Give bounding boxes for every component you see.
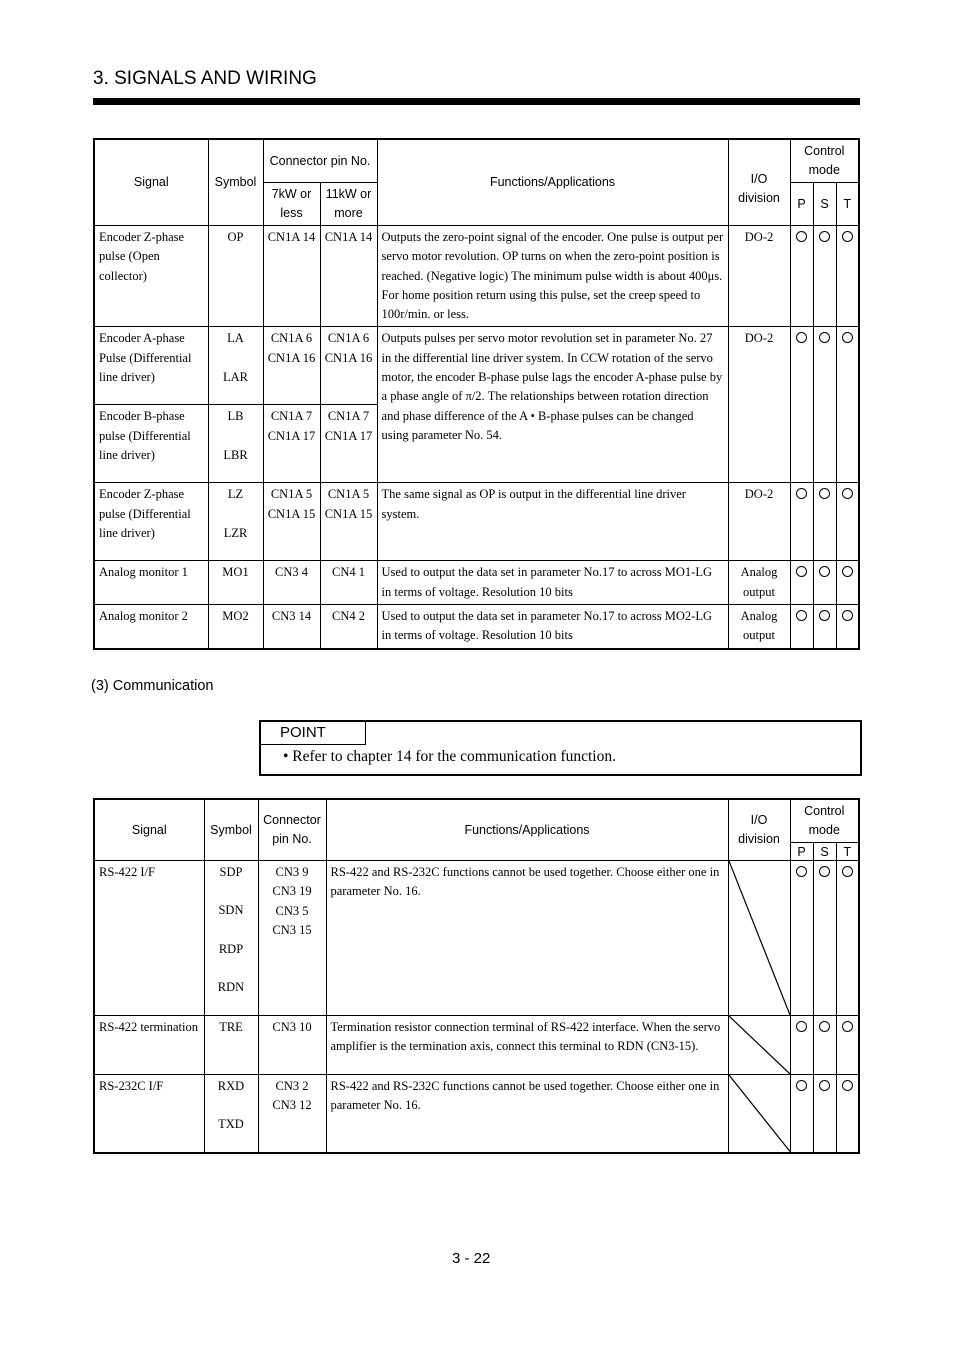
symbol: TRE [204,1016,258,1075]
pin: CN3 15 [272,922,312,937]
point-text: • Refer to chapter 14 for the communication function. [283,748,616,765]
table-row [94,327,859,405]
pin: CN3 10 [258,1016,326,1075]
function-text: The same signal as OP is output in the differential line driver system. [377,483,728,561]
table-row [94,1016,859,1075]
symbol: LA [227,331,244,346]
signal-name: Encoder Z-phase pulse (Differential line driver) [94,483,208,561]
pin: CN3 9 [275,865,309,879]
io-division-na [728,1075,790,1153]
mode-s-circle-icon [819,332,830,343]
symbol: SDP [219,865,243,879]
io-division: Analog output [728,605,790,649]
mode-t-circle-icon [842,610,853,621]
header-connector: Connector pin No. [258,799,326,861]
signal-name: Encoder B-phase pulse (Differential line driver) [94,405,208,483]
pin-7kw: CN1A 15 [267,506,316,521]
page-title: 3. SIGNALS AND WIRING [93,68,317,89]
io-division: DO-2 [728,327,790,483]
header-functions: Functions/Applications [377,139,728,226]
mode-t-circle-icon [842,566,853,577]
header-control-mode: Control mode [790,139,859,183]
symbol: LB [227,409,244,424]
pin-11kw: CN1A 16 [324,350,373,365]
pin-11kw: CN1A 7 [327,409,370,424]
io-division: Analog output [728,561,790,605]
pin-7kw: CN3 14 [263,605,320,649]
section-heading: (3) Communication [91,678,214,694]
pin: CN3 19 [272,884,312,899]
mode-s-circle-icon [819,488,830,499]
mode-p-circle-icon [796,1021,807,1032]
function-text: RS-422 and RS-232C functions cannot be used together. Choose either one in parameter No. 16. [326,861,728,1016]
function-text: Termination resistor connection terminal of RS-422 interface. When the servo amplifier is the termination axis, connect this terminal to RDN (CN3-15). [326,1016,728,1075]
mode-p-circle-icon [796,1080,807,1091]
io-division-na [728,861,790,1016]
header-t: T [836,183,859,226]
signal-name: Analog monitor 2 [94,605,208,649]
signal-name: Encoder A-phase Pulse (Differential line driver) [94,327,208,405]
header-symbol: Symbol [208,139,263,226]
header-signal: Signal [94,139,208,226]
io-division-na [728,1016,790,1075]
header-s: S [813,843,836,861]
pin-7kw: CN1A 5 [270,487,313,502]
diagonal-slash [729,1075,790,1152]
header-rule [93,98,860,105]
symbol: SDN [218,903,244,918]
mode-t-circle-icon [842,866,853,877]
header-s: S [813,183,836,226]
header-p: P [790,843,813,861]
diagonal-slash [729,1016,790,1074]
header-control-mode: Control mode [790,799,859,843]
symbol: RDP [218,941,244,956]
table-row [94,861,859,1016]
pin-11kw: CN1A 15 [324,506,373,521]
pin-7kw: CN1A 16 [267,350,316,365]
function-text: Used to output the data set in parameter No.17 to across MO2-LG in terms of voltage. Resolution 10 bits [377,605,728,649]
header-signal: Signal [94,799,204,861]
header-io-division: I/O division [728,799,790,861]
mode-s-circle-icon [819,1080,830,1091]
mode-t-circle-icon [842,488,853,499]
mode-t-circle-icon [842,1021,853,1032]
mode-t-circle-icon [842,231,853,242]
pin-7kw: CN1A 17 [267,428,316,443]
header-p: P [790,183,813,226]
table-row [94,561,859,605]
mode-s-circle-icon [819,610,830,621]
function-text: Used to output the data set in parameter No.17 to across MO1-LG in terms of voltage. Resolution 10 bits [377,561,728,605]
function-text: Outputs the zero-point signal of the encoder. One pulse is output per servo motor revolution. OP turns on when the zero-point position is reached. (Negative logic) The minimum pulse width is about 400μs. For home position return using this pulse, set the creep speed to 100r/min. or less. [377,226,728,327]
symbol: RXD [217,1079,245,1093]
signal-name: Encoder Z-phase pulse (Open collector) [94,226,208,327]
mode-t-circle-icon [842,1080,853,1091]
pin-7kw: CN3 4 [263,561,320,605]
mode-t-circle-icon [842,332,853,343]
page-number: 3 - 22 [452,1250,491,1267]
symbol: MO1 [208,561,263,605]
table-row [94,483,859,561]
signal-name: RS-422 termination [94,1016,204,1075]
table-row [94,226,859,327]
header-symbol: Symbol [204,799,258,861]
symbol: TXD [218,1117,244,1132]
io-division: DO-2 [728,226,790,327]
io-division: DO-2 [728,483,790,561]
header-functions: Functions/Applications [326,799,728,861]
pin-7kw: CN1A 6 [270,331,313,346]
symbol: MO2 [208,605,263,649]
symbol: LZR [223,525,248,540]
symbol: OP [208,226,263,327]
point-label: POINT [261,722,366,745]
mode-p-circle-icon [796,231,807,242]
mode-p-circle-icon [796,488,807,499]
communication-table [93,798,860,1154]
mode-p-circle-icon [796,332,807,343]
pin-11kw: CN1A 14 [320,226,377,327]
function-text: RS-422 and RS-232C functions cannot be used together. Choose either one in parameter No. 16. [326,1075,728,1153]
header-t: T [836,843,859,861]
mode-p-circle-icon [796,610,807,621]
pin-7kw: CN1A 7 [270,409,313,424]
header-io-division: I/O division [728,139,790,226]
symbol: LBR [223,447,248,462]
diagonal-slash [729,861,790,1015]
symbol: LZ [227,487,244,502]
mode-s-circle-icon [819,866,830,877]
header-connector: Connector pin No. [263,139,377,183]
pin: CN3 2 [275,1079,309,1093]
pin-11kw: CN4 1 [320,561,377,605]
symbol: RDN [217,979,245,994]
signal-name: Analog monitor 1 [94,561,208,605]
mode-s-circle-icon [819,1021,830,1032]
symbol: LAR [223,369,248,384]
pin-11kw: CN1A 6 [327,331,370,346]
mode-p-circle-icon [796,566,807,577]
pin-11kw: CN1A 5 [327,487,370,502]
header-7kw: 7kW or less [263,183,320,226]
signal-name: RS-422 I/F [94,861,204,1016]
pin-11kw: CN1A 17 [324,428,373,443]
mode-s-circle-icon [819,231,830,242]
point-box [259,720,862,776]
table-row [94,1075,859,1153]
signal-table [93,138,860,650]
signal-name: RS-232C I/F [94,1075,204,1153]
header-11kw: 11kW or more [320,183,377,226]
function-text: Outputs pulses per servo motor revolution set in parameter No. 27 in the differential line driver system. In CCW rotation of the servo motor, the encoder B-phase pulse lags the encoder A-phase pulse by a phase angle of π/2. The relationships between rotation direction and phase difference of the A • B-phase pulses can be changed using parameter No. 54. [377,327,728,483]
table-row [94,605,859,649]
pin: CN3 12 [272,1098,312,1113]
mode-p-circle-icon [796,866,807,877]
pin-11kw: CN4 2 [320,605,377,649]
pin-7kw: CN1A 14 [263,226,320,327]
pin: CN3 5 [275,903,309,918]
mode-s-circle-icon [819,566,830,577]
